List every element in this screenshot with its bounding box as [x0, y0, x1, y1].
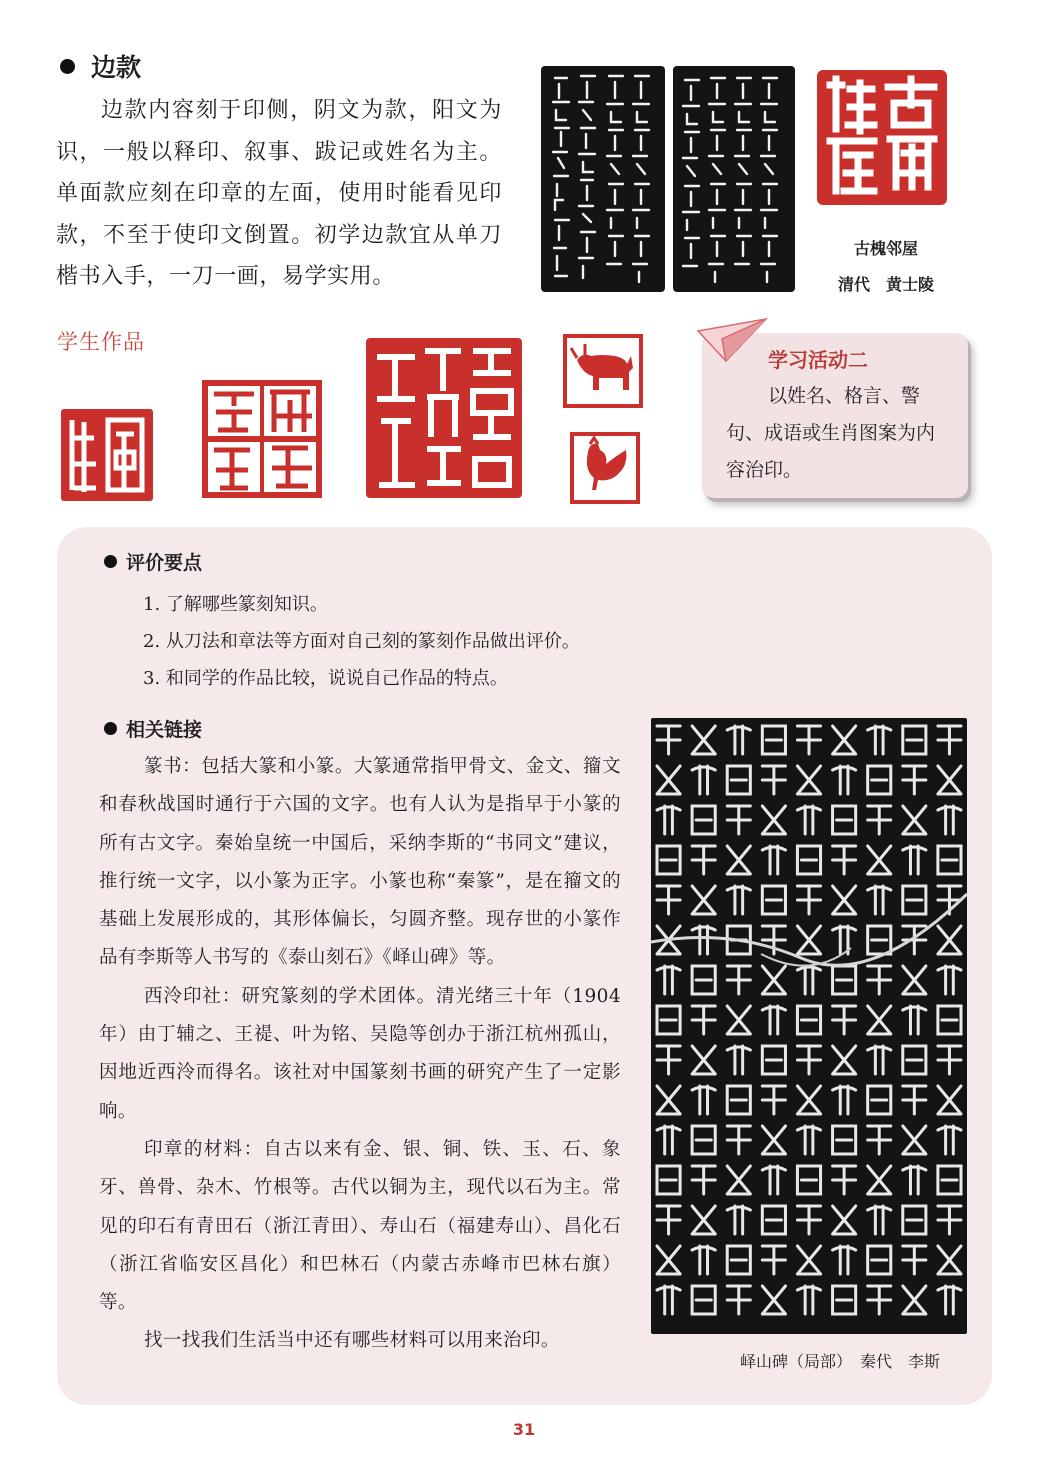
stele-glyph-mark	[692, 1246, 715, 1274]
stele-glyph-mark	[938, 966, 961, 994]
links-paragraph: 篆书：包括大篆和小篆。大篆通常指甲骨文、金文、籀文和春秋战国时通行于六国的文字。也有人认为是指早于小篆的所有古文字。秦始皇统一中国后，采纳李斯的“书同文”建议，推行统一文字，以小篆为正字。小篆也称“秦篆”，是在籀文的基础上发展形成的，其形体偏长，匀圆齐整。现存世的小篆作品有李斯等人书写的《泰山刻石》《峄山碑》等。	[99, 756, 621, 969]
stele-glyph-mark	[797, 766, 820, 794]
stele-glyph-mark	[797, 966, 820, 994]
stele-glyph-mark	[833, 806, 856, 834]
stele-glyph-mark	[938, 806, 961, 834]
stele-glyph-mark	[762, 806, 785, 834]
stele-glyph-mark	[868, 966, 891, 994]
stele-glyph-mark	[833, 1286, 856, 1314]
evaluation-heading-text: 评价要点	[126, 552, 203, 574]
stele-glyph-mark	[797, 1006, 820, 1034]
stele-glyph-mark	[727, 1046, 750, 1074]
stele-glyph-mark	[727, 966, 750, 994]
stele-glyph-mark	[938, 1206, 961, 1234]
stele-glyph-mark	[657, 1006, 680, 1034]
stele-glyph-mark	[868, 926, 891, 954]
stele-glyph-mark	[727, 726, 750, 754]
stele-glyph-mark	[903, 1246, 926, 1274]
stele-glyph-mark	[762, 1166, 785, 1194]
stele-glyph-mark	[692, 966, 715, 994]
links-paragraph: 印章的材料：自古以来有金、银、铜、铁、玉、石、象牙、兽骨、杂木、竹根等。古代以铜为主，现代以石为主。常见的印石有青田石（浙江青田）、寿山石（福建寿山）、昌化石（浙江省临安区昌化）和巴林石（内蒙古赤峰市巴林右旗）等。	[99, 1138, 621, 1314]
links-text	[99, 748, 621, 1361]
stele-glyph-mark	[833, 886, 856, 914]
section-intro: 边款内容刻于印侧，阴文为款，阳文为识，一般以释印、叙事、跋记或姓名为主。单面款应刻在印章的左面，使用时能看见印款，不至于使印文倒置。初学边款宜从单刀楷书入手，一刀一画，易学实用。	[56, 98, 502, 289]
stele-glyph-mark	[938, 1126, 961, 1154]
stele-glyph-mark	[692, 726, 715, 754]
stele-glyph-mark	[797, 1286, 820, 1314]
stele-glyph-mark	[727, 1126, 750, 1154]
stele-glyph-mark	[657, 1246, 680, 1274]
stele-glyph-mark	[657, 1286, 680, 1314]
student-works-label: 学生作品	[57, 330, 145, 354]
stele-glyph-mark	[833, 926, 856, 954]
stele-glyph-mark	[833, 1046, 856, 1074]
stele-glyph-mark	[692, 1126, 715, 1154]
student-seal-2	[200, 378, 324, 500]
stele-glyph-mark	[868, 1006, 891, 1034]
stele-glyph-mark	[833, 1086, 856, 1114]
stele-glyph-mark	[903, 806, 926, 834]
side-inscription-rubbing-2	[673, 66, 795, 292]
stele-glyph-mark	[762, 1086, 785, 1114]
stele-glyph-mark	[797, 726, 820, 754]
stele-glyph-mark	[833, 1166, 856, 1194]
bullet-icon	[104, 722, 117, 735]
stele-glyph-mark	[762, 1046, 785, 1074]
stele-glyph-mark	[762, 1126, 785, 1154]
stele-glyph-mark	[903, 1006, 926, 1034]
page-number: 31	[512, 1420, 536, 1439]
stele-glyph-mark	[692, 766, 715, 794]
stele-glyph-mark	[797, 1166, 820, 1194]
stele-glyph-mark	[833, 966, 856, 994]
evaluation-heading	[104, 548, 202, 575]
stele-glyph-mark	[692, 846, 715, 874]
stele-glyph-mark	[903, 1086, 926, 1114]
stele-glyph-mark	[727, 846, 750, 874]
famous-seal-name: 古槐邻屋	[853, 239, 918, 258]
bullet-icon	[60, 59, 75, 74]
section-heading	[60, 48, 141, 84]
stele-glyph-mark	[938, 1286, 961, 1314]
stele-glyph-mark	[938, 766, 961, 794]
stele-glyph-mark	[727, 1086, 750, 1114]
stele-glyph-mark	[797, 1086, 820, 1114]
evaluation-item: 3. 和同学的作品比较，说说自己作品的特点。	[143, 668, 508, 689]
stele-glyph-mark	[692, 1206, 715, 1234]
stele-glyph-mark	[657, 1166, 680, 1194]
stele-glyph-mark	[797, 926, 820, 954]
stele-glyph-mark	[797, 886, 820, 914]
links-paragraph: 找一找我们生活当中还有哪些材料可以用来治印。	[144, 1330, 560, 1352]
stele-glyph-mark	[938, 1246, 961, 1274]
stele-glyph-mark	[657, 726, 680, 754]
stele-glyph-mark	[727, 1286, 750, 1314]
student-seal-ox	[563, 334, 643, 408]
stele-glyph-mark	[938, 926, 961, 954]
stele-glyph-mark	[692, 1286, 715, 1314]
stele-glyph-mark	[692, 1046, 715, 1074]
famous-seal-image	[816, 69, 948, 206]
stele-glyph-mark	[797, 1046, 820, 1074]
student-seal-1	[60, 408, 154, 502]
stele-glyph-mark	[692, 806, 715, 834]
links-paragraph: 西泠印社：研究篆刻的学术团体。清光绪三十年（1904 年）由丁辅之、王禔、叶为铭、吴隐等创办于浙江杭州孤山，因地近西泠而得名。该社对中国篆刻书画的研究产生了一定影响。	[99, 985, 621, 1122]
stele-glyph-mark	[762, 846, 785, 874]
stele-glyph-mark	[797, 806, 820, 834]
stele-glyph-mark	[903, 766, 926, 794]
stele-glyph-mark	[833, 766, 856, 794]
famous-seal-credit: 清代 黄士陵	[837, 275, 934, 294]
student-seal-rooster	[570, 432, 640, 504]
stele-glyph-mark	[727, 1166, 750, 1194]
stele-glyph-mark	[868, 1246, 891, 1274]
stele-glyph-mark	[797, 1246, 820, 1274]
stele-glyph-mark	[727, 806, 750, 834]
stele-glyph-mark	[868, 1206, 891, 1234]
stele-glyph-mark	[657, 766, 680, 794]
stele-glyph-mark	[762, 1286, 785, 1314]
links-heading	[104, 715, 202, 742]
stele-glyph-mark	[692, 886, 715, 914]
stele-glyph-mark	[692, 1166, 715, 1194]
stele-glyph-mark	[692, 1086, 715, 1114]
stele-glyph-mark	[762, 766, 785, 794]
links-heading-text: 相关链接	[126, 719, 203, 741]
stele-glyph-mark	[657, 1126, 680, 1154]
stele-glyph-mark	[833, 846, 856, 874]
section-title: 边款	[91, 53, 142, 82]
stele-glyph-mark	[903, 1166, 926, 1194]
stele-glyph-mark	[868, 886, 891, 914]
stele-glyph-mark	[797, 1126, 820, 1154]
stele-glyph-mark	[938, 726, 961, 754]
stele-glyph-mark	[692, 926, 715, 954]
stele-caption: 峄山碑（局部） 秦代 李斯	[740, 1352, 941, 1371]
stele-glyph-mark	[868, 1126, 891, 1154]
stele-glyph-mark	[833, 1246, 856, 1274]
evaluation-item: 1. 了解哪些篆刻知识。	[143, 594, 328, 615]
stele-glyph-mark	[727, 1246, 750, 1274]
stele-glyph-mark	[797, 846, 820, 874]
stele-glyph-mark	[903, 886, 926, 914]
stele-glyph-mark	[657, 886, 680, 914]
stele-glyph-mark	[762, 886, 785, 914]
stele-glyph-mark	[762, 1006, 785, 1034]
stele-glyph-mark	[903, 846, 926, 874]
stele-glyph-mark	[833, 726, 856, 754]
stele-glyph-mark	[868, 846, 891, 874]
stele-glyph-mark	[727, 766, 750, 794]
stele-glyph-mark	[903, 966, 926, 994]
stele-glyph-mark	[762, 1206, 785, 1234]
stele-glyph-mark	[903, 1046, 926, 1074]
stele-glyph-mark	[938, 1166, 961, 1194]
stele-glyph-mark	[938, 846, 961, 874]
stele-glyph-mark	[903, 1286, 926, 1314]
stele-glyph-mark	[938, 1046, 961, 1074]
stele-glyph-mark	[903, 1126, 926, 1154]
stele-glyph-mark	[868, 1286, 891, 1314]
stele-glyph-mark	[657, 1086, 680, 1114]
stele-glyph-mark	[903, 1206, 926, 1234]
stele-glyph-mark	[868, 1166, 891, 1194]
bullet-icon	[104, 555, 117, 568]
stele-glyph-mark	[868, 1086, 891, 1114]
stele-glyph-mark	[762, 726, 785, 754]
stele-glyph-mark	[903, 726, 926, 754]
stele-glyph-mark	[938, 1086, 961, 1114]
stele-glyph-mark	[657, 1046, 680, 1074]
stele-glyph-mark	[797, 1206, 820, 1234]
evaluation-list	[143, 586, 580, 697]
stele-glyph-mark	[833, 1126, 856, 1154]
stele-glyph-mark	[868, 1046, 891, 1074]
stele-glyph-mark	[762, 1246, 785, 1274]
student-seal-3	[365, 337, 523, 499]
activity-title: 学习活动二	[768, 348, 868, 372]
stele-rubbing-image	[651, 718, 967, 1334]
side-inscription-rubbing-1	[541, 66, 665, 292]
paper-plane-icon	[696, 317, 768, 363]
stele-glyph-mark	[727, 1206, 750, 1234]
stele-glyph-mark	[762, 966, 785, 994]
evaluation-item: 2. 从刀法和章法等方面对自己刻的篆刻作品做出评价。	[143, 631, 580, 652]
stele-glyph-mark	[938, 1006, 961, 1034]
stele-glyph-mark	[868, 766, 891, 794]
stele-glyph-mark	[833, 1006, 856, 1034]
stele-glyph-mark	[868, 726, 891, 754]
stele-glyph-mark	[657, 806, 680, 834]
stele-glyph-mark	[657, 846, 680, 874]
stele-glyph-mark	[727, 886, 750, 914]
stele-glyph-mark	[692, 1006, 715, 1034]
stele-glyph-mark	[727, 1006, 750, 1034]
stele-glyph-mark	[868, 806, 891, 834]
stele-glyph-mark	[833, 1206, 856, 1234]
activity-body: 以姓名、格言、警句、成语或生肖图案为内容治印。	[726, 385, 936, 481]
stele-glyph-mark	[657, 1206, 680, 1234]
stele-glyph-mark	[657, 966, 680, 994]
